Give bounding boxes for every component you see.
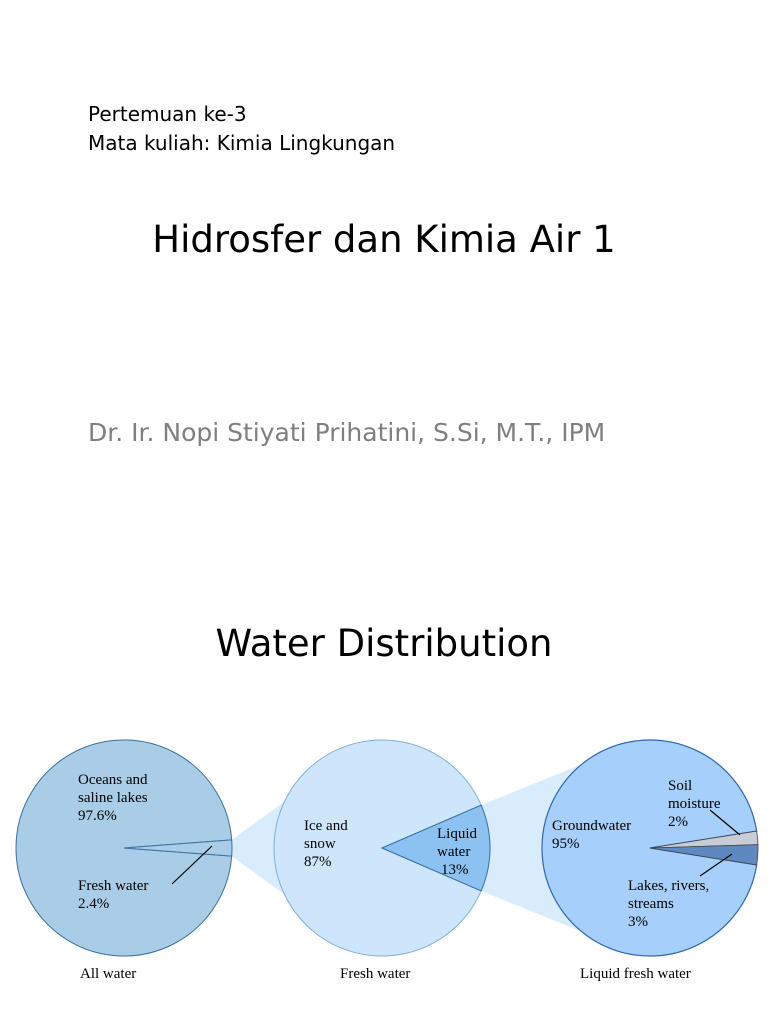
label-oceans-value: 97.6% <box>78 808 117 824</box>
course-label: Mata kuliah: Kimia Lingkungan <box>88 131 396 155</box>
label-groundwater-value: 95% <box>552 836 580 852</box>
label-soil-line2: moisture <box>668 796 721 812</box>
caption-liquid-fresh-water: Liquid fresh water <box>580 966 691 982</box>
label-oceans-line1: Oceans and <box>78 772 148 788</box>
slide-title: Hidrosfer dan Kimia Air 1 <box>152 218 616 261</box>
author-name: Dr. Ir. Nopi Stiyati Prihatini, S.Si, M.T., IPM <box>88 418 606 447</box>
label-soil-line1: Soil <box>668 778 693 794</box>
caption-all-water: All water <box>80 966 137 982</box>
label-soil-value: 2% <box>668 814 688 830</box>
label-fresh-water: Fresh water <box>78 878 149 894</box>
label-lakes-value: 3% <box>628 914 648 930</box>
label-lakes-line1: Lakes, rivers, <box>628 878 710 894</box>
label-fresh-water-value: 2.4% <box>78 896 110 912</box>
label-liquid-value: 13% <box>441 862 469 878</box>
label-oceans-line2: saline lakes <box>78 790 148 806</box>
label-lakes-line2: streams <box>628 896 674 912</box>
label-ice-value: 87% <box>304 854 332 870</box>
label-ice-line2: snow <box>304 836 336 852</box>
label-ice-line1: Ice and <box>304 818 348 834</box>
course-info <box>88 100 395 158</box>
label-groundwater: Groundwater <box>552 818 632 834</box>
water-distribution-chart <box>0 720 768 1000</box>
chart-heading: Water Distribution <box>215 622 553 665</box>
label-liquid-line2: water <box>437 844 471 860</box>
caption-fresh-water: Fresh water <box>340 966 411 982</box>
label-liquid-line1: Liquid <box>437 826 477 842</box>
meeting-label: Pertemuan ke-3 <box>88 102 247 126</box>
